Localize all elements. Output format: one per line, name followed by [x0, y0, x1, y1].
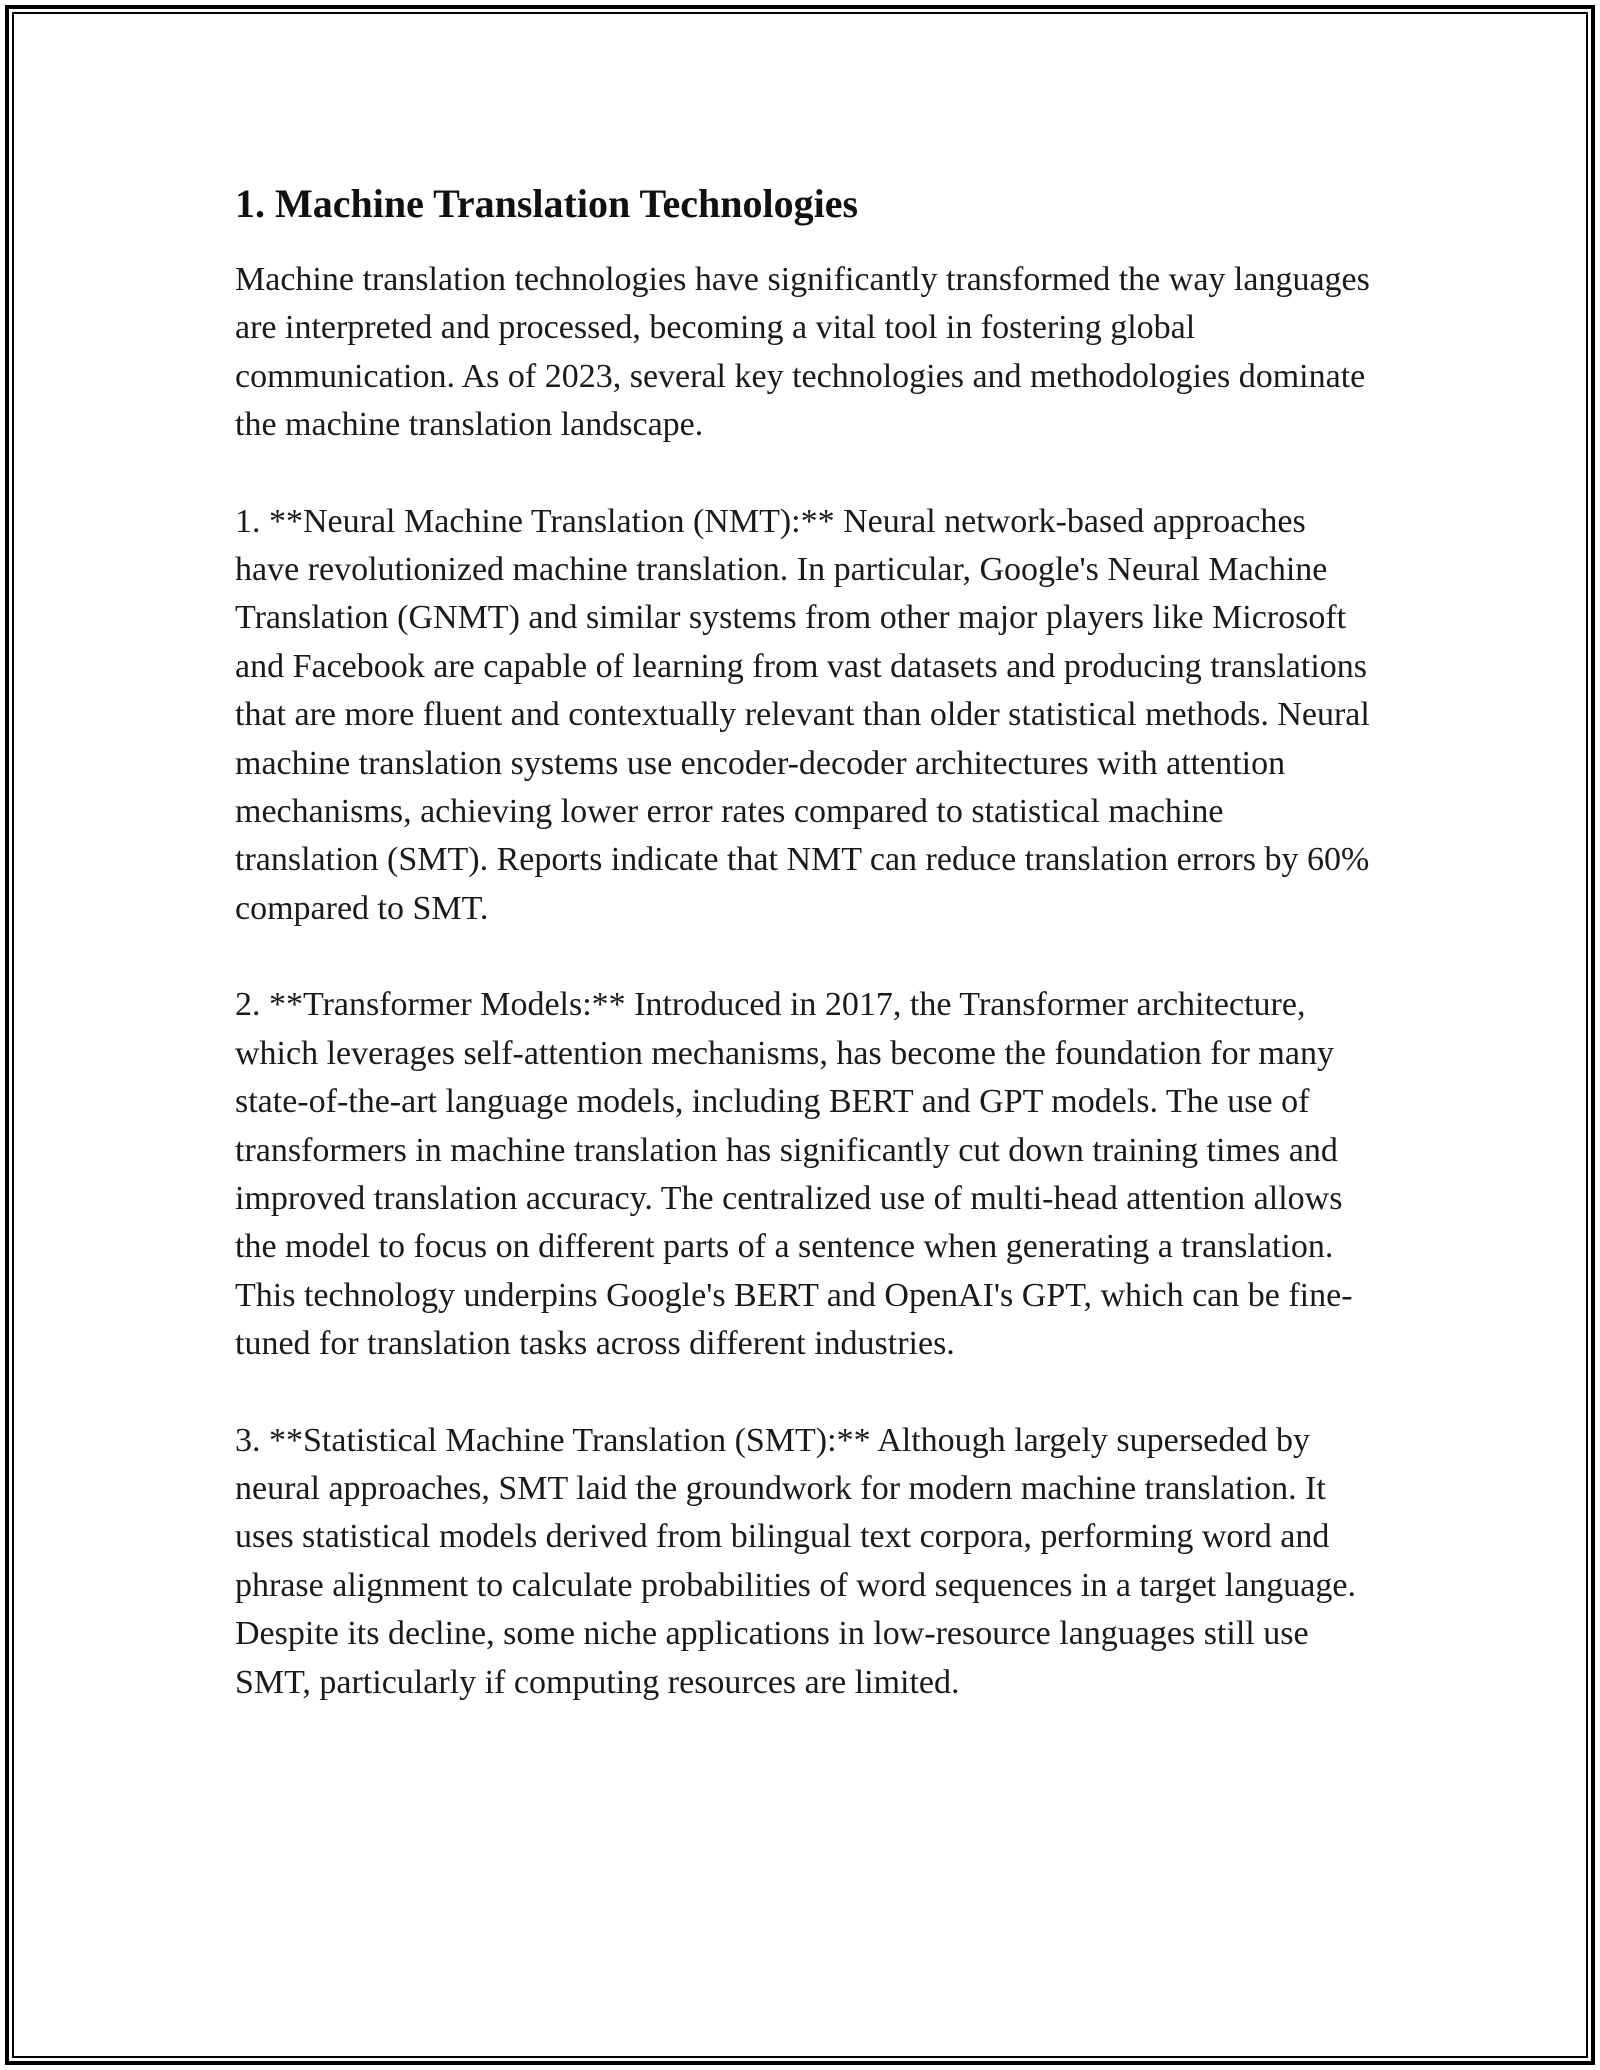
- transformer-paragraph: 2. **Transformer Models:** Introduced in 2017, the Transformer architecture, which leverages self-attention mechanisms, has become the foundation for many state-of-the-art language models, including BERT and GPT models. The use of transformers in machine translation has significantly cut down training times and improved translation accuracy. The centralized use of multi-head attention allows the model to focus on different parts of a sentence when generating a translation. This technology underpins Google's BERT and OpenAI's GPT, which can be fine-tuned for translation tasks across different industries.: [235, 986, 1353, 1363]
- section-heading: 1. Machine Translation Technologies: [235, 181, 859, 226]
- nmt-paragraph: 1. **Neural Machine Translation (NMT):** Neural network-based approaches have revolutionized machine translation. In particular, Google's Neural Machine Translation (GNMT) and similar systems from other major players like Microsoft and Facebook are capable of learning from vast datasets and producing translations that are more fluent and contextually relevant than older statistical methods. Neural machine translation systems use encoder-decoder architectures with attention mechanisms, achieving lower error rates compared to statistical machine translation (SMT). Reports indicate that NMT can reduce translation errors by 60% compared to SMT.: [235, 502, 1370, 927]
- document-body: [235, 180, 1375, 1755]
- intro-paragraph: Machine translation technologies have significantly transformed the way languages are interpreted and processed, becoming a vital tool in fostering global communication. As of 2023, several key technologies and methodologies dominate the machine translation landscape.: [235, 261, 1370, 444]
- smt-paragraph: 3. **Statistical Machine Translation (SMT):** Although largely superseded by neural approaches, SMT laid the groundwork for modern machine translation. It uses statistical models derived from bilingual text corpora, performing word and phrase alignment to calculate probabilities of word sequences in a target language. Despite its decline, some niche applications in low-resource languages still use SMT, particularly if computing resources are limited.: [235, 1421, 1356, 1701]
